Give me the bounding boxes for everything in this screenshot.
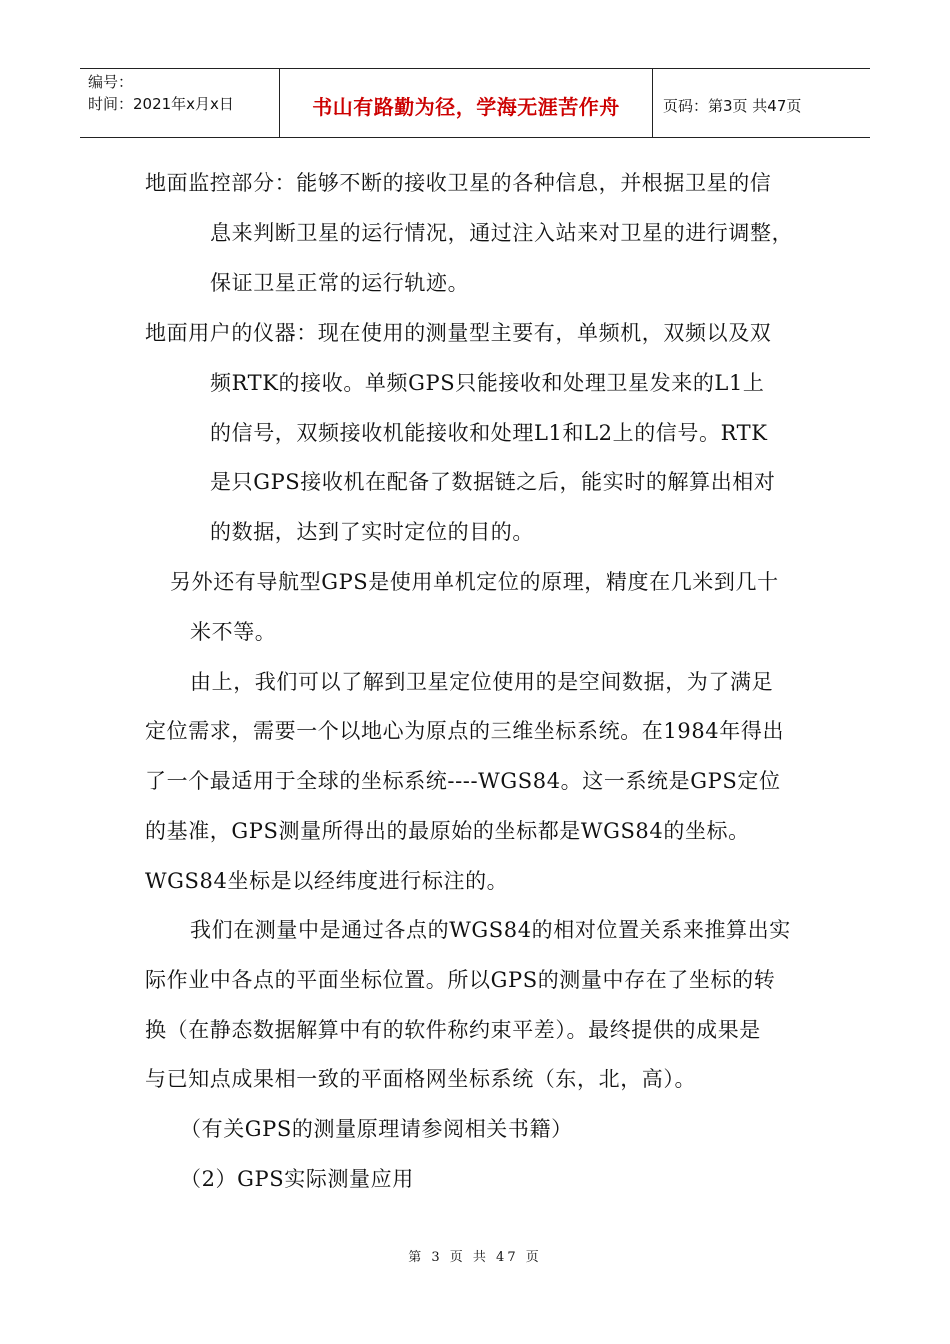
body-line: 定位需求，需要一个以地心为原点的三维坐标系统。在1984年得出 <box>145 719 785 743</box>
body-line: 由上，我们可以了解到卫星定位使用的是空间数据，为了满足 <box>190 670 774 694</box>
body-line: 息来判断卫星的运行情况，通过注入站来对卫星的进行调整， <box>210 221 794 245</box>
body-line: 另外还有导航型GPS是使用单机定位的原理，精度在几米到几十 <box>170 570 779 594</box>
body-line: WGS84坐标是以经纬度进行标注的。 <box>145 869 509 893</box>
document-number-label: 编号： <box>88 73 134 91</box>
header-meta <box>80 69 280 137</box>
body-line: （有关GPS的测量原理请参阅相关书籍） <box>180 1117 573 1141</box>
body-line: 的信号，双频接收机能接收和处理L1和L2上的信号。RTK <box>210 421 768 445</box>
body-line: 是只GPS接收机在配备了数据链之后，能实时的解算出相对 <box>210 470 776 494</box>
body-line: 换（在静态数据解算中有的软件称约束平差）。最终提供的成果是 <box>145 1018 761 1042</box>
header-page-info: 页码：第3页 共47页 <box>663 96 802 115</box>
body-line: 地面监控部分：能够不断的接收卫星的各种信息，并根据卫星的信 <box>145 171 772 195</box>
body-line: 我们在测量中是通过各点的WGS84的相对位置关系来推算出实 <box>190 918 791 942</box>
body-line: 际作业中各点的平面坐标位置。所以GPS的测量中存在了坐标的转 <box>145 968 776 992</box>
page-footer: 第 3 页 共 47 页 <box>408 1250 542 1265</box>
page-header <box>80 68 870 138</box>
document-date: 时间：2021年x月x日 <box>88 95 234 113</box>
body-line: 了一个最适用于全球的坐标系统----WGS84。这一系统是GPS定位 <box>145 769 781 793</box>
body-line: 的数据，达到了实时定位的目的。 <box>210 520 534 544</box>
body-line: （2）GPS实际测量应用 <box>180 1167 414 1191</box>
body-line: 地面用户的仪器：现在使用的测量型主要有，单频机，双频以及双 <box>145 321 772 345</box>
body-line: 与已知点成果相一致的平面格网坐标系统（东，北，高）。 <box>145 1067 697 1091</box>
body-line: 保证卫星正常的运行轨迹。 <box>210 271 470 295</box>
header-motto: 书山有路勤为径，学海无涯苦作舟 <box>280 69 653 137</box>
body-line: 的基准，GPS测量所得出的最原始的坐标都是WGS84的坐标。 <box>145 819 750 843</box>
body-line: 米不等。 <box>190 620 277 644</box>
body-line: 频RTK的接收。单频GPS只能接收和处理卫星发来的L1上 <box>210 371 765 395</box>
